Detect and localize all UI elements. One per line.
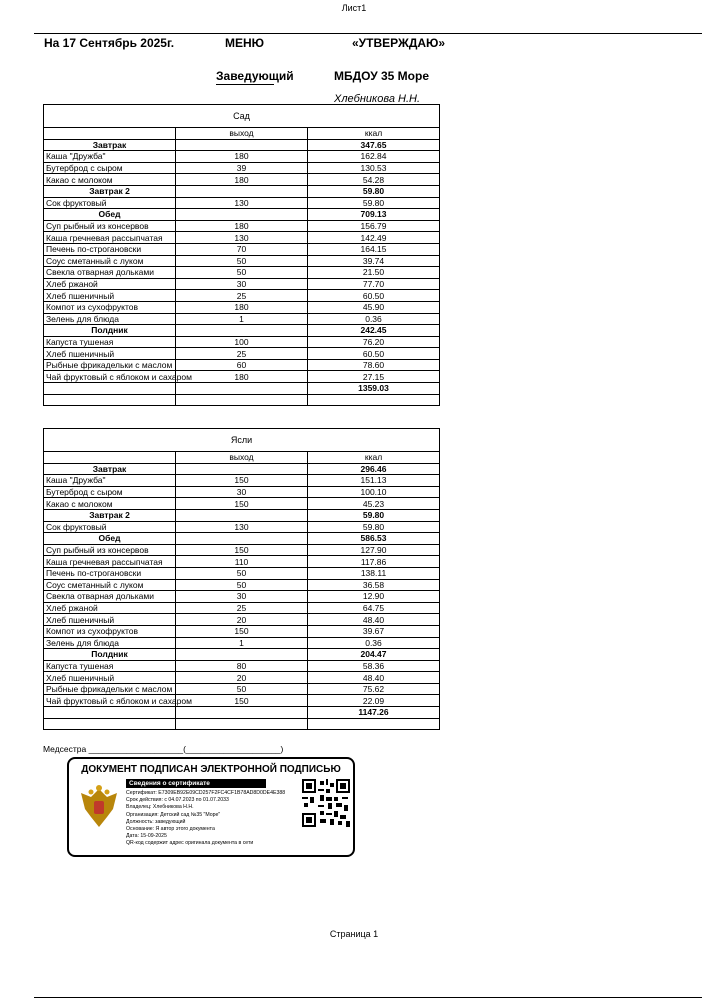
page-number: Страница 1: [329, 929, 379, 939]
cert-line: Владелец: Хлебникова Н.Н.: [126, 804, 194, 811]
dish-kcal: 22.09: [308, 695, 440, 707]
table-row: [44, 267, 440, 279]
table-row: [44, 486, 440, 498]
dish-name: Бутерброд с сыром: [44, 162, 176, 174]
meal-section-row: [44, 185, 440, 197]
dish-name: Сок фруктовый: [44, 521, 176, 533]
table-row: [44, 220, 440, 232]
e-signature-stamp: [67, 757, 355, 857]
dish-name: Хлеб пшеничный: [44, 348, 176, 360]
meal-label: Полдник: [44, 325, 176, 337]
table-row: [44, 602, 440, 614]
dish-name: Хлеб ржаной: [44, 602, 176, 614]
cert-line: Организация: Детский сад №35 "Море": [126, 811, 221, 818]
dish-kcal: 36.58: [308, 579, 440, 591]
dish-kcal: 59.80: [308, 521, 440, 533]
dish-name: Рыбные фрикадельки с маслом: [44, 359, 176, 371]
meal-section-row: [44, 509, 440, 521]
table-row: [44, 313, 440, 325]
coat-of-arms-icon: [77, 783, 121, 833]
dish-kcal: 45.23: [308, 498, 440, 510]
meal-kcal: 347.65: [308, 139, 440, 151]
dish-column-header: [44, 128, 176, 140]
table-row: [44, 290, 440, 302]
dish-kcal: 48.40: [308, 614, 440, 626]
table-row: [44, 301, 440, 313]
dish-portion: 150: [176, 544, 308, 556]
dish-kcal: 54.28: [308, 174, 440, 186]
table-row: [44, 695, 440, 707]
dish-name: Какао с молоком: [44, 498, 176, 510]
dish-portion: 50: [176, 267, 308, 279]
total-kcal: 1359.03: [308, 383, 440, 395]
table-row: [44, 197, 440, 209]
dish-portion: 130: [176, 521, 308, 533]
nursery-menu-table: [43, 428, 440, 730]
column-header-row: [44, 452, 440, 464]
kcal-column-header: ккал: [308, 128, 440, 140]
dish-portion: 150: [176, 475, 308, 487]
meal-section-row: [44, 325, 440, 337]
dish-name: Хлеб пшеничный: [44, 614, 176, 626]
dish-kcal: 39.67: [308, 625, 440, 637]
empty-row: [44, 718, 440, 730]
dish-kcal: 164.15: [308, 243, 440, 255]
table-title: Сад: [44, 105, 440, 128]
dish-portion: 30: [176, 486, 308, 498]
table-row: [44, 475, 440, 487]
dish-kcal: 156.79: [308, 220, 440, 232]
dish-kcal: 130.53: [308, 162, 440, 174]
dish-name: Хлеб ржаной: [44, 278, 176, 290]
dish-kcal: 27.15: [308, 371, 440, 383]
dish-portion: 50: [176, 683, 308, 695]
table-row: [44, 614, 440, 626]
dish-kcal: 45.90: [308, 301, 440, 313]
dish-kcal: 78.60: [308, 359, 440, 371]
dish-portion: 1: [176, 313, 308, 325]
dish-kcal: 162.84: [308, 151, 440, 163]
meal-label: Завтрак 2: [44, 509, 176, 521]
dish-kcal: 12.90: [308, 591, 440, 603]
dish-name: Свекла отварная дольками: [44, 267, 176, 279]
meal-section-row: [44, 533, 440, 545]
table-row: [44, 348, 440, 360]
cert-line: Дата: 15-09-2025: [126, 833, 167, 840]
meal-label: Завтрак: [44, 139, 176, 151]
dish-column-header: [44, 452, 176, 464]
dish-portion: 150: [176, 695, 308, 707]
table-row: [44, 683, 440, 695]
dish-portion: 25: [176, 290, 308, 302]
meal-section-row: [44, 209, 440, 221]
meal-label: Завтрак: [44, 463, 176, 475]
dish-name: Сок фруктовый: [44, 197, 176, 209]
dish-portion: 1: [176, 637, 308, 649]
menu-title: МЕНЮ: [225, 36, 265, 50]
dish-portion: 50: [176, 579, 308, 591]
nurse-signature-line: Медсестра ____________________(____________________): [43, 744, 284, 754]
head-name: Хлебникова Н.Н.: [334, 93, 421, 105]
dish-kcal: 60.50: [308, 290, 440, 302]
dish-portion: 20: [176, 614, 308, 626]
meal-label: Полдник: [44, 649, 176, 661]
meal-kcal: 296.46: [308, 463, 440, 475]
total-kcal: 1147.26: [308, 707, 440, 719]
dish-name: Зелень для блюда: [44, 637, 176, 649]
dish-name: Свекла отварная дольками: [44, 591, 176, 603]
stamp-title: ДОКУМЕНТ ПОДПИСАН ЭЛЕКТРОННОЙ ПОДПИСЬЮ: [81, 764, 341, 775]
dish-portion: 30: [176, 591, 308, 603]
portion-column-header: выход: [176, 452, 308, 464]
cert-details: [126, 790, 301, 848]
meal-label: Завтрак 2: [44, 185, 176, 197]
table-row: [44, 174, 440, 186]
dish-name: Каша гречневая рассыпчатая: [44, 556, 176, 568]
dish-portion: 50: [176, 255, 308, 267]
dish-name: Хлеб пшеничный: [44, 290, 176, 302]
signature-underline: [216, 84, 274, 85]
table-row: [44, 232, 440, 244]
column-header-row: [44, 128, 440, 140]
dish-portion: 25: [176, 602, 308, 614]
cert-line: Срок действия: с 04.07.2023 по 01.07.2033: [126, 797, 229, 804]
table-row: [44, 243, 440, 255]
meal-section-row: [44, 649, 440, 661]
dish-portion: 70: [176, 243, 308, 255]
dish-portion: 100: [176, 336, 308, 348]
dish-portion: 150: [176, 625, 308, 637]
dish-kcal: 0.36: [308, 637, 440, 649]
table-row: [44, 151, 440, 163]
dish-portion: 130: [176, 197, 308, 209]
head-position: Заведующий: [216, 69, 294, 83]
dish-name: Чай фруктовый с яблоком и сахаром: [44, 371, 176, 383]
dish-kcal: 76.20: [308, 336, 440, 348]
dish-portion: 150: [176, 498, 308, 510]
dish-name: Каша "Дружба": [44, 151, 176, 163]
dish-name: Хлеб пшеничный: [44, 672, 176, 684]
dish-portion: 180: [176, 151, 308, 163]
meal-section-row: [44, 463, 440, 475]
total-row: [44, 383, 440, 395]
dish-kcal: 21.50: [308, 267, 440, 279]
dish-portion: 25: [176, 348, 308, 360]
table-row: [44, 544, 440, 556]
cert-header: Сведения о сертификате: [126, 779, 266, 788]
meal-kcal: 586.53: [308, 533, 440, 545]
dish-kcal: 77.70: [308, 278, 440, 290]
dish-kcal: 58.36: [308, 660, 440, 672]
dish-kcal: 0.36: [308, 313, 440, 325]
dish-portion: 130: [176, 232, 308, 244]
table-row: [44, 591, 440, 603]
dish-kcal: 100.10: [308, 486, 440, 498]
dish-name: Капуста тушеная: [44, 660, 176, 672]
garden-title-row: [44, 105, 440, 128]
table-row: [44, 625, 440, 637]
meal-kcal: 59.80: [308, 185, 440, 197]
dish-name: Соус сметанный с луком: [44, 579, 176, 591]
dish-kcal: 64.75: [308, 602, 440, 614]
dish-name: Компот из сухофруктов: [44, 625, 176, 637]
dish-kcal: 138.11: [308, 567, 440, 579]
dish-portion: 180: [176, 174, 308, 186]
cert-line: Основание: Я автор этого документа: [126, 826, 215, 833]
table-row: [44, 579, 440, 591]
table-row: [44, 556, 440, 568]
dish-name: Какао с молоком: [44, 174, 176, 186]
dish-kcal: 48.40: [308, 672, 440, 684]
portion-column-header: выход: [176, 128, 308, 140]
dish-portion: 110: [176, 556, 308, 568]
nursery-title-row: [44, 429, 440, 452]
dish-name: Печень по-строгановски: [44, 567, 176, 579]
dish-name: Чай фруктовый с яблоком и сахаром: [44, 695, 176, 707]
meal-section-row: [44, 139, 440, 151]
meal-kcal: 204.47: [308, 649, 440, 661]
table-row: [44, 359, 440, 371]
table-row: [44, 371, 440, 383]
dish-portion: 180: [176, 301, 308, 313]
dish-name: Капуста тушеная: [44, 336, 176, 348]
total-row: [44, 707, 440, 719]
dish-kcal: 117.86: [308, 556, 440, 568]
approve-label: «УТВЕРЖДАЮ»: [352, 36, 446, 50]
table-row: [44, 255, 440, 267]
meal-label: Обед: [44, 209, 176, 221]
dish-portion: 50: [176, 567, 308, 579]
cert-line: Должность: заведующий: [126, 818, 186, 825]
cert-line: Сертификат: E7309EB92E09CD257F2FC4CF1B78AD8D0DE4E388: [126, 790, 286, 796]
dish-portion: 39: [176, 162, 308, 174]
menu-date: На 17 Сентябрь 2025г.: [44, 36, 175, 50]
dish-kcal: 75.62: [308, 683, 440, 695]
dish-name: Рыбные фрикадельки с маслом: [44, 683, 176, 695]
table-row: [44, 672, 440, 684]
dish-name: Соус сметанный с луком: [44, 255, 176, 267]
table-row: [44, 567, 440, 579]
dish-kcal: 151.13: [308, 475, 440, 487]
dish-portion: 80: [176, 660, 308, 672]
dish-name: Суп рыбный из консервов: [44, 544, 176, 556]
dish-name: Печень по-строгановски: [44, 243, 176, 255]
dish-name: Бутерброд с сыром: [44, 486, 176, 498]
dish-name: Каша гречневая рассыпчатая: [44, 232, 176, 244]
table-row: [44, 521, 440, 533]
dish-name: Зелень для блюда: [44, 313, 176, 325]
dish-kcal: 60.50: [308, 348, 440, 360]
dish-portion: 20: [176, 672, 308, 684]
qr-code-icon: [302, 779, 350, 827]
table-row: [44, 336, 440, 348]
table-row: [44, 498, 440, 510]
table-title: Ясли: [44, 429, 440, 452]
table-row: [44, 162, 440, 174]
dish-kcal: 59.80: [308, 197, 440, 209]
meal-kcal: 59.80: [308, 509, 440, 521]
dish-portion: 180: [176, 220, 308, 232]
dish-kcal: 39.74: [308, 255, 440, 267]
footer-divider: [34, 997, 702, 998]
dish-kcal: 127.90: [308, 544, 440, 556]
dish-kcal: 142.49: [308, 232, 440, 244]
meal-kcal: 709.13: [308, 209, 440, 221]
header-divider: [34, 33, 702, 34]
sheet-tab-title: Лист1: [341, 3, 367, 13]
meal-kcal: 242.45: [308, 325, 440, 337]
table-row: [44, 278, 440, 290]
dish-name: Компот из сухофруктов: [44, 301, 176, 313]
table-row: [44, 660, 440, 672]
cert-line: QR-код содержит адрес оригинала документа в сети: [126, 840, 254, 847]
dish-portion: 60: [176, 359, 308, 371]
dish-portion: 30: [176, 278, 308, 290]
dish-portion: 180: [176, 371, 308, 383]
dish-name: Суп рыбный из консервов: [44, 220, 176, 232]
empty-row: [44, 394, 440, 406]
organization-name: МБДОУ 35 Море: [334, 69, 430, 83]
kcal-column-header: ккал: [308, 452, 440, 464]
table-row: [44, 637, 440, 649]
meal-label: Обед: [44, 533, 176, 545]
dish-name: Каша "Дружба": [44, 475, 176, 487]
garden-menu-table: [43, 104, 440, 406]
